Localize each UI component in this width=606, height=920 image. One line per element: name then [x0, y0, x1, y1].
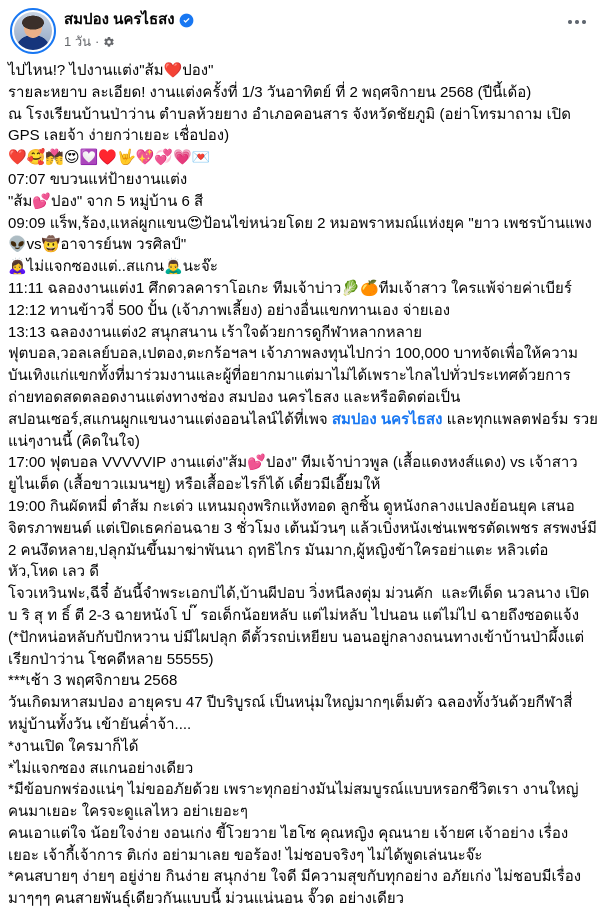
post-body	[0, 58, 606, 920]
more-options-button[interactable]	[566, 14, 588, 30]
avatar[interactable]	[10, 8, 56, 54]
meta-separator: ·	[95, 34, 100, 49]
post-line: *งานเปิด ใครมาก็ได้	[8, 737, 139, 755]
ellipsis-icon	[568, 20, 572, 24]
post-line: รายละหยาบ ละเอียด! งานแต่งครั้งที่ 1/3 วันอาทิตย์ ที่ 2 พฤศจิกายน 2568 (ปีนี้เด้อ)	[8, 83, 532, 101]
post-line: 19:00 กินผัดหมี่ ตำส้ม กะเด่ว แหนมถุงพริกแห้งทอด ลูกชิ้น ดูหนังกลางแปลงย้อนยุค เสนอจิตรภาพยนต์ แต่เปิดเธคก่อนฉาย 3 ชั่วโมง เต้นม้วนๆ แล้วเบิ่งหนังเช่นเพชรตัดเพชร สรพงษ์มี 2 คนงึดหลาย,ปลุกมันขึ้นมาฆ่าพันนา ฤทธิไกร มันมาก,ผู้หญิงข้าใครอย่าแตะ หลิวเต๋อหัว,โหด เลว ดี	[8, 497, 602, 581]
post-line: ไปไหน!? ไปงานแต่ง"ส้ม❤️ปอง"	[8, 62, 214, 79]
post-line: 11:11 ฉลองงานแต่ง1 ศึกดวลคาราโอเกะ ทีมเจ้าบ่าว🥬🍊ทีมเจ้าสาว ใครแพ้จ่ายค่าเบียร์	[8, 279, 572, 297]
post-line: 09:09 แร็พ,ร้อง,แหล่ผูกแขน😍ป้อนไข่หน่วยโดย 2 หมอพราหมณ์แห่งยุค "ยาว เพชรบ้านแพง👽vs🤠อาจารย์นพ วรศิลป์"	[8, 214, 592, 254]
post-line-emoji-row: ❤️🥰💏😍💟♥️🤟💖💞💗💌	[8, 149, 211, 167]
post-line: โจวเหวินฟะ,ฉีจี๋ อันนี้จำพระเอกบ่ได้,บ้านผีปอบ วิ่งหนีลงตุ่ม ม่วนคัก และทีเด็ด นวลนาง เปิด บ ริ สุ ท ธิ์ ตี 2-3 ฉายหนังโ ป ๊ รอเด็กน้อยหลับ แต่ไม่หลับ ไปนอน แต่ไม่ไป ฉายถึงซอดแจ้ง (*ปักหน่อหลับกับปักหวาน บ่มีไผปลุก ดีตั้วรถบ่เหยียบ นอนอยู่กลางถนนทางเข้าบ้านป่าผึ้งแต่เรียกป่าว่าน โชคดีหลาย 55555)	[8, 585, 594, 668]
privacy-gear-icon	[103, 36, 115, 48]
post-line: *ไม่แจกซอง สแกนอย่างเดียว	[8, 759, 194, 777]
sponsor-text-after: และทุกแพลตฟอร์ม รวยแน่ๆงานนี้ (คิดในใจ)	[8, 410, 598, 450]
avatar-photo	[14, 12, 52, 50]
post-header	[0, 0, 606, 58]
post-line: 12:12 ทานข้าวจี่ 500 ปั้น (เจ้าภาพเลี้ยง) อย่างอื่นแขกทานเอง จ่ายเอง	[8, 301, 451, 319]
post-line: 17:00 ฟุตบอล VVVVVIP งานแต่ง"ส้ม💕ปอง" ทีมเจ้าบ่าวพูล (เสื้อแดงหงส์แดง) vs เจ้าสาวยูไนเต็ด (เสื้อขาวแมนฯยู) หรือเสื้ออะไรก็ได้ เดี๋ยวมีเอี๊ยมให้	[8, 454, 578, 494]
post-line: 13:13 ฉลองงานแต่ง2 สนุกสนาน เร้าใจด้วยการดูกีฬาหลากหลายฟุตบอล,วอลเลย์บอล,เปตอง,ตะกร้อฯลฯ เจ้าภาพลงทุนไปกว่า 100,000 บาทจัดเพื่อให้ความบันเทิงแก่แขกทั้งที่มาร่วมงานและผู้ที่อยากมาแต่มาไม่ได้เพราะไกลไปทั่วประเทศด้วยการถ่ายทอดสดตลอดงานแต่งทางช่อง สมปอง นครไธสง และหรือติดต่อเป็น	[8, 323, 579, 406]
post-timestamp[interactable]: 1 วัน	[64, 34, 92, 49]
post-line: ***เช้า 3 พฤศจิกายน 2568	[8, 672, 178, 690]
post-line: ณ โรงเรียนบ้านป่าว่าน ตำบลห้วยยาง อำเภอคอนสาร จังหวัดชัยภูมิ (อย่าโทรมาถาม เปิด GPS เลยจ้า ง่ายกว่าเยอะ เชื่อปอง)	[8, 105, 576, 145]
sponsor-text-before: สปอนเซอร์,สแกนผูกแขนงานแต่งออนไลน์ได้ที่เพจ	[8, 410, 332, 428]
post-line: "ส้ม💕ปอง" จาก 5 หมู่บ้าน 6 สี	[8, 192, 204, 210]
post-line: *คนสบายๆ ง่ายๆ อยู่ง่าย กินง่าย สนุกง่าย ใจดี มีความสุขกับทุกอย่าง อภัยเก่ง ไม่ชอบมีเรื่อง มาๆๆๆ คนสายพันธุ์เดียวกันแบบนี้ ม่วนแน่นอน จั๊วด อย่างเดียว	[8, 868, 586, 908]
profile-name[interactable]: สมปอง นครไธสง	[64, 11, 175, 28]
post-line-sponsor	[8, 409, 598, 453]
verified-badge-icon	[179, 13, 194, 28]
header-text	[64, 8, 194, 52]
post-line: 07:07 ขบวนแห่ป้ายงานแต่ง	[8, 170, 188, 188]
post-line: 🙇‍♀️ไม่แจกซองแต่..สแกน🙇‍♂️นะจ๊ะ	[8, 258, 218, 276]
page-mention-link[interactable]: สมปอง นครไธสง	[331, 410, 443, 428]
post-line: วันเกิดมหาสมปอง อายุครบ 47 ปีบริบูรณ์ เป็นหนุ่มใหญ่มากๆเต็มตัว ฉลองทั้งวันด้วยกีฬาสี่หมู่บ้านทั้งวัน เข้ายันค่ำจ้า....	[8, 694, 573, 733]
post-line: *มีข้อบกพร่องแน่ๆ ไม่ขออภัยด้วย เพราะทุกอย่างมันไม่สมบูรณ์แบบหรอกชีวิตเรา งานใหญ่ คนมาเยอะ ใครจะดูแลไหว อย่าเยอะๆ	[8, 781, 587, 821]
post-line: คนเอาแต่ใจ น้อยใจง่าย งอนเก่ง ขี้โวยวาย ไฮโซ คุณหญิง คุณนาย เจ้ายศ เจ้าอย่าง เรื่องเยอะ เจ้ากี้เจ้าการ ติเก่ง อย่ามาเลย ขอร้อง! ไม่ชอบจริงๆ ไม่ได้พูดเล่นนะจ๊ะ	[8, 824, 569, 864]
